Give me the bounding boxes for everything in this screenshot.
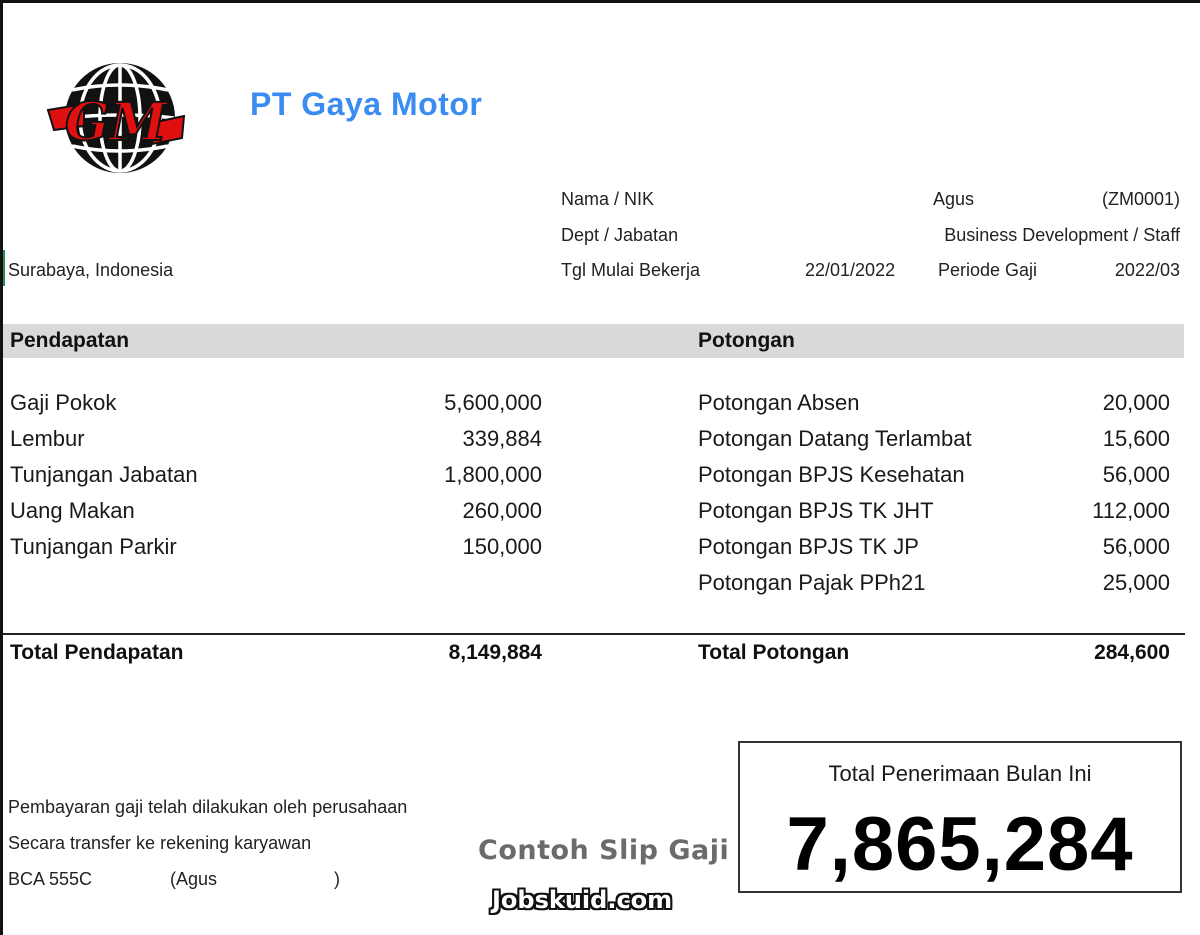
totals-divider	[3, 633, 1185, 635]
net-pay-value: 7,865,284	[786, 802, 1134, 887]
period-label: Periode Gaji	[938, 260, 1038, 280]
deductions-title: Potongan	[698, 329, 795, 352]
watermark-title: Contoh Slip Gaji	[478, 835, 730, 866]
net-pay-label: Total Penerimaan Bulan Ini	[828, 761, 1092, 786]
cell-selection-marker	[3, 250, 5, 286]
svg-text:GM: GM	[65, 92, 167, 153]
net-pay-box	[738, 741, 1182, 893]
earning-label: Uang Makan	[10, 498, 135, 523]
deduction-value: 56,000	[1102, 462, 1170, 487]
earning-label: Tunjangan Parkir	[10, 534, 177, 559]
earning-label: Gaji Pokok	[10, 390, 117, 415]
deduction-label: Potongan BPJS Kesehatan	[698, 462, 965, 487]
watermark-site: Jobskuid.com	[492, 886, 673, 914]
deduction-value: 15,600	[1102, 426, 1170, 451]
deduction-label: Potongan Datang Terlambat	[698, 426, 972, 451]
account-holder-close: )	[334, 869, 340, 889]
payment-note-line2: Secara transfer ke rekening karyawan	[8, 833, 312, 853]
earning-value: 5,600,000	[444, 390, 542, 415]
name-label: Nama / NIK	[561, 189, 655, 209]
earnings-title: Pendapatan	[10, 329, 130, 352]
deduction-label: Potongan BPJS TK JP	[698, 534, 919, 559]
earning-value: 260,000	[462, 498, 542, 523]
earning-label: Lembur	[10, 426, 85, 451]
dept-label: Dept / Jabatan	[561, 225, 679, 245]
employee-dept: Business Development / Staff	[944, 225, 1180, 245]
payment-note-line1: Pembayaran gaji telah dilakukan oleh perusahaan	[8, 797, 408, 817]
total-earnings-value: 8,149,884	[448, 641, 542, 664]
deduction-value: 25,000	[1102, 570, 1170, 595]
earning-value: 339,884	[462, 426, 542, 451]
earning-value: 1,800,000	[444, 462, 542, 487]
company-name: PT Gaya Motor	[250, 86, 483, 122]
start-date: 22/01/2022	[805, 260, 896, 280]
deduction-label: Potongan BPJS TK JHT	[698, 498, 934, 523]
section-header-bar	[3, 324, 1184, 358]
deduction-value: 56,000	[1102, 534, 1170, 559]
account-holder: (Agus	[170, 869, 218, 889]
pay-period: 2022/03	[1114, 260, 1180, 280]
sheet-top-border	[0, 0, 1200, 3]
globe-logo-icon	[44, 60, 186, 176]
employee-nik: (ZM0001)	[1101, 189, 1180, 209]
sheet-left-border	[0, 0, 3, 935]
bank-account: BCA 555C	[8, 869, 93, 889]
deduction-value: 20,000	[1102, 390, 1170, 415]
earning-value: 150,000	[462, 534, 542, 559]
employee-name: Agus	[933, 189, 975, 209]
total-deductions-value: 284,600	[1094, 641, 1170, 664]
total-deductions-label: Total Potongan	[698, 641, 850, 664]
company-location: Surabaya, Indonesia	[8, 260, 174, 280]
earning-label: Tunjangan Jabatan	[10, 462, 198, 487]
total-earnings-label: Total Pendapatan	[10, 641, 184, 664]
deduction-label: Potongan Pajak PPh21	[698, 570, 926, 595]
start-date-label: Tgl Mulai Bekerja	[561, 260, 701, 280]
deduction-value: 112,000	[1092, 498, 1170, 523]
deduction-label: Potongan Absen	[698, 390, 860, 415]
company-logo	[44, 60, 186, 176]
